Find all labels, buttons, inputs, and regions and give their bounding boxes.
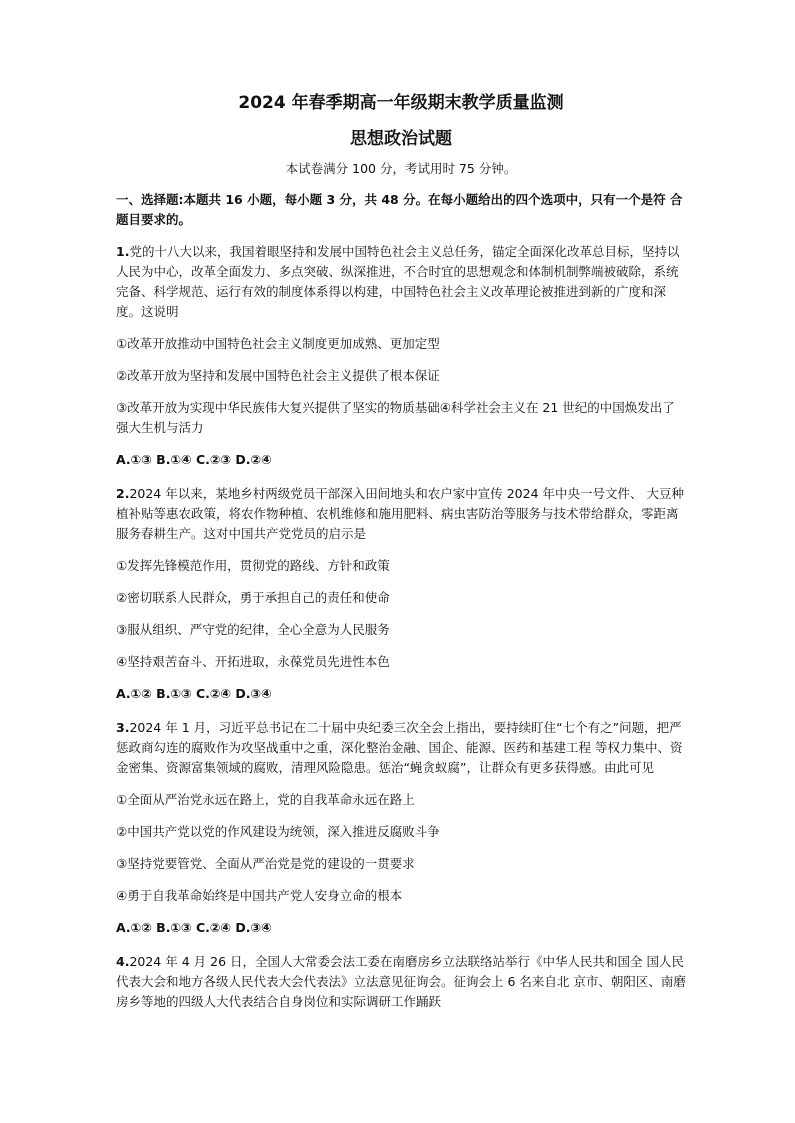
question-stem <box>116 718 686 778</box>
question-number: 1. <box>116 244 130 259</box>
question-text: 2024 年 1 月，习近平总书记在二十届中央纪委三次全会上指出，要持续盯住“七个有之”问题，把严惩政商勾连的腐败作为攻坚战重中之重，深化整治金融、国企、能源、医药和基建工程 等权力集中、资金密集、资源富集领域的腐败，清理风险隐患。惩治“蝇贪蚁腐”，让群众有更多获得感。由此可见 <box>116 720 683 775</box>
answer-choices: A.①② B.①③ C.②④ D.③④ <box>116 920 272 935</box>
exam-subtitle: 思想政治试题 <box>350 129 452 149</box>
question-2 <box>116 484 686 704</box>
option-item: ④勇于自我革命始终是中国共产党人安身立命的根本 <box>116 888 403 903</box>
question-stem <box>116 952 686 1012</box>
option-item: ②改革开放为坚持和发展中国特色社会主义提供了根本保证 <box>116 368 440 383</box>
option-item: ①全面从严治党永远在路上，党的自我革命永远在路上 <box>116 792 415 807</box>
question-number: 3. <box>116 720 130 735</box>
option-item: ④坚持艰苦奋斗、开拓进取，永葆党员先进性本色 <box>116 654 390 669</box>
answer-choices: A.①③ B.①④ C.②③ D.②④ <box>116 452 272 467</box>
question-stem <box>116 242 686 322</box>
question-3 <box>116 718 686 938</box>
exam-note: 本试卷满分 100 分，考试用时 75 分钟。 <box>285 161 517 176</box>
option-item: ①发挥先锋模范作用，贯彻党的路线、方针和政策 <box>116 558 390 573</box>
page-content <box>116 92 686 1026</box>
question-number: 4. <box>116 954 130 969</box>
exam-title: 2024 年春季期高一年级期末教学质量监测 <box>238 93 564 113</box>
option-item: ③改革开放为实现中华民族伟大复兴提供了坚实的物质基础④科学社会主义在 21 世纪的中国焕发出了强大生机与活力 <box>116 400 675 435</box>
option-item: ③服从组织、严守党的纪律，全心全意为人民服务 <box>116 622 390 637</box>
option-item: ③坚持党要管党、全面从严治党是党的建设的一贯要求 <box>116 856 415 871</box>
question-text: 2024 年 4 月 26 日，全国人大常委会法工委在南磨房乡立法联络站举行《中华人民共和国全 国人民代表大会和地方各级人民代表大会代表法》立法意见征询会。征询会上 6 名来自北 京市、朝阳区、南磨房乡等地的四级人大代表结合自身岗位和实际调研工作踊跃 <box>116 954 686 1009</box>
answer-choices: A.①② B.①③ C.②④ D.③④ <box>116 686 272 701</box>
option-item: ①改革开放推动中国特色社会主义制度更加成熟、更加定型 <box>116 336 440 351</box>
question-4 <box>116 952 686 1012</box>
section-heading: 一、选择题:本题共 16 小题，每小题 3 分，共 48 分。在每小题给出的四个选项中，只有一个是符 合题目要求的。 <box>116 192 683 227</box>
question-text: 2024 年以来，某地乡村两级党员干部深入田间地头和农户家中宣传 2024 年中央一号文件、 大豆种植补贴等惠农政策，将农作物种植、农机维修和施用肥料、病虫害防治等服务与技术带给群众，零距离服务春耕生产。这对中国共产党党员的启示是 <box>116 486 684 541</box>
question-stem <box>116 484 686 544</box>
option-item: ②密切联系人民群众，勇于承担自己的责任和使命 <box>116 590 390 605</box>
question-number: 2. <box>116 486 130 501</box>
question-1 <box>116 242 686 470</box>
option-item: ②中国共产党以党的作风建设为统领，深入推进反腐败斗争 <box>116 824 440 839</box>
question-text: 党的十八大以来，我国着眼坚持和发展中国特色社会主义总任务，锚定全面深化改革总目标，坚持以人民为中心，改革全面发力、多点突破、纵深推进，不合时宜的思想观念和体制机制弊端被破除，系统完备、科学规范、运行有效的制度体系得以构建，中国特色社会主义改革理论被推进到新的广度和深度。这说明 <box>116 244 680 319</box>
